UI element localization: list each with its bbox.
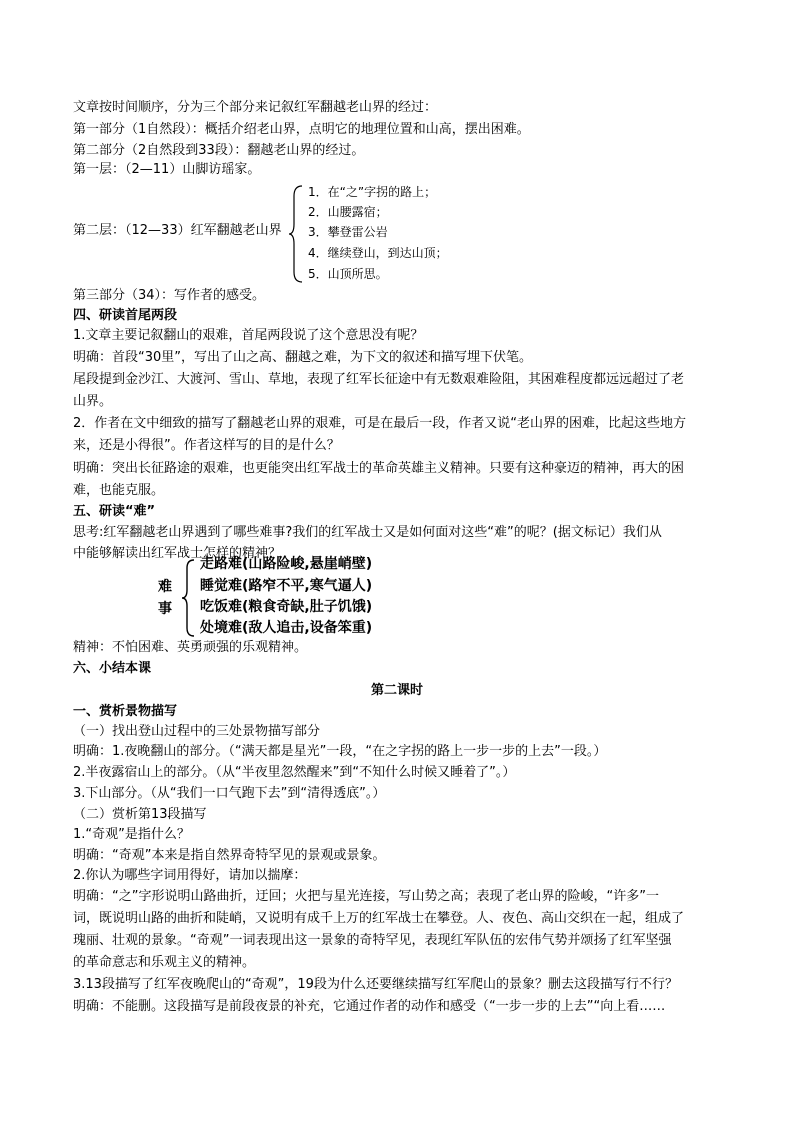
text-line: 第一层：（2—11）山脚访瑶家。 bbox=[73, 162, 261, 177]
section-heading: 四、研读首尾两段 bbox=[73, 308, 178, 323]
difficulty-label: 事 bbox=[158, 601, 172, 617]
text-line: 精神：不怕困难、英勇顽强的乐观精神。 bbox=[73, 640, 308, 655]
text-line: 来，还是小得很”。作者这样写的目的是什么？ bbox=[73, 438, 340, 453]
text-line: 第三部分（34）：写作者的感受。 bbox=[73, 288, 266, 303]
section-heading: 一、赏析景物描写 bbox=[73, 704, 178, 719]
section-heading: 五、研读“难” bbox=[73, 504, 156, 519]
difficulty-item: 吃饭难(粮食奇缺,肚子饥饿) bbox=[200, 599, 373, 615]
text-line: 第二部分（2自然段到33段）：翻越老山界的经过。 bbox=[73, 143, 365, 158]
curly-brace-icon bbox=[288, 184, 304, 284]
text-line: 明确：1.夜晚翻山的部分。（“满天都是星光”一段，“在之字拐的路上一步一步的上去”一段。） bbox=[73, 744, 607, 759]
text-line: 明确：突出长征路途的艰难，也更能突出红军战士的革命英雄主义精神。只要有这种豪迈的精神，再大的困 bbox=[73, 461, 685, 476]
text-line: 1.文章主要记叙翻山的艰难，首尾两段说了这个意思没有呢？ bbox=[73, 328, 424, 343]
text-line: 难，也能克服。 bbox=[73, 483, 165, 498]
text-line: 尾段提到金沙江、大渡河、雪山、草地，表现了红军长征途中有无数艰难险阻，其困难程度都远远超过了老 bbox=[73, 372, 685, 387]
text-line: 第一部分（1自然段）：概括介绍老山界，点明它的地理位置和山高，摆出困难。 bbox=[73, 122, 530, 137]
sub-item: 3．攀登雷公岩 bbox=[308, 225, 388, 239]
text-line: 瑰丽、壮观的景象。“奇观”一词表现出这一景象的奇特罕见，表现红军队伍的宏伟气势并颂扬了红军坚强 bbox=[73, 933, 672, 948]
curly-brace-icon bbox=[180, 558, 196, 638]
text-line: 词，既说明山路的曲折和陡峭，又说明有成千上万的红军战士在攀登。人、夜色、高山交织在一起，组成了 bbox=[73, 911, 685, 926]
sub-item: 2．山腰露宿； bbox=[308, 205, 388, 219]
lesson-title: 第二课时 bbox=[370, 683, 423, 698]
text-line: （一）找出登山过程中的三处景物描写部分 bbox=[73, 724, 321, 739]
sub-item: 5．山顶所思。 bbox=[308, 267, 388, 281]
sub-item: 4．继续登山，到达山顶； bbox=[308, 246, 448, 260]
text-line: 3.下山部分。（从“我们一口气跑下去”到“清得透底”。） bbox=[73, 786, 386, 801]
text-line: 思考:红军翻越老山界遇到了哪些难事?我们的红军战士又是如何面对这些“难”的呢？(据文标记）我们从 bbox=[73, 525, 662, 540]
text-line: 2．作者在文中细致的描写了翻越老山界的艰难，可是在最后一段，作者又说“老山界的困难，比起这些地方 bbox=[73, 416, 687, 431]
difficulty-label: 难 bbox=[158, 579, 172, 595]
difficulty-item: 走路难(山路险峻,悬崖峭壁) bbox=[200, 556, 373, 572]
text-line: 2.你认为哪些字词用得好，请加以揣摩： bbox=[73, 868, 307, 883]
sub-item: 1．在“之”字拐的路上； bbox=[308, 185, 437, 199]
text-line: 明确：首段“30里”，写出了山之高、翻越之难，为下文的叙述和描写埋下伏笔。 bbox=[73, 350, 533, 365]
difficulty-item: 睡觉难(路窄不平,寒气逼人) bbox=[200, 578, 373, 594]
text-line: 明确：“奇观”本来是指自然界奇特罕见的景观或景象。 bbox=[73, 848, 386, 863]
layer-two-label: 第二层：（12—33）红军翻越老山界 bbox=[73, 223, 282, 238]
text-line: 明确：不能删。这段描写是前段夜景的补充，它通过作者的动作和感受（“一步一步的上去”“向上看…… bbox=[73, 999, 666, 1014]
text-line: 明确：“之”字形说明山路曲折，迂回；火把与星光连接，写山势之高；表现了老山界的险峻，“许多”一 bbox=[73, 889, 659, 904]
text-line: 的革命意志和乐观主义的精神。 bbox=[73, 955, 256, 970]
text-line: 中能够解读出红军战士怎样的精神？ bbox=[73, 546, 282, 561]
text-line: 文章按时间顺序，分为三个部分来记叙红军翻越老山界的经过： bbox=[73, 100, 438, 115]
text-line: 3.13段描写了红军夜晚爬山的“奇观”，19段为什么还要继续描写红军爬山的景象？删去这段描写行不行？ bbox=[73, 977, 678, 992]
difficulty-item: 处境难(敌人追击,设备笨重) bbox=[200, 620, 373, 636]
text-line: 1.“奇观”是指什么？ bbox=[73, 827, 190, 842]
section-heading: 六、小结本课 bbox=[73, 661, 152, 676]
text-line: （二）赏析第13段描写 bbox=[73, 807, 207, 822]
text-line: 2.半夜露宿山上的部分。（从“半夜里忽然醒来”到“不知什么时候又睡着了”。） bbox=[73, 765, 516, 780]
text-line: 山界。 bbox=[73, 394, 113, 409]
